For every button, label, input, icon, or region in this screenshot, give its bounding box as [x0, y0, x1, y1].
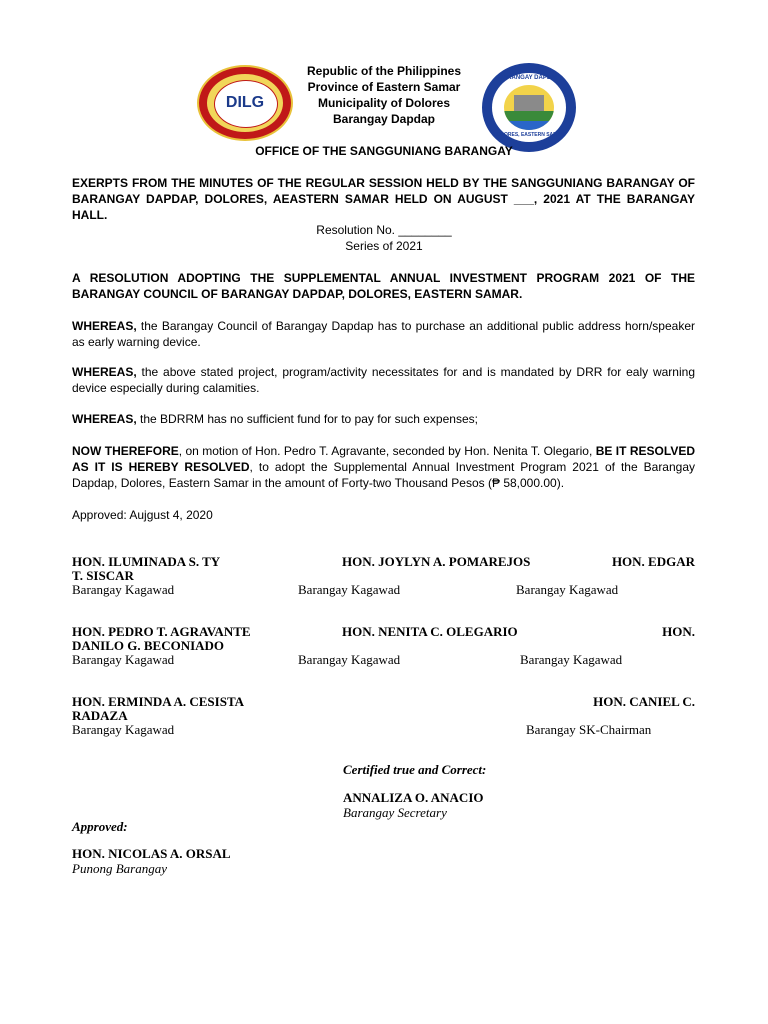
punong-barangay-role: Punong Barangay [72, 861, 167, 876]
now-therefore-clause [72, 443, 695, 491]
minutes-excerpt-heading: EXERPTS FROM THE MINUTES OF THE REGULAR SESSION HELD BY THE SANGGUNIANG BARANGAY OF BARANGAY DAPDAP, DOLORES, AEASTERN SAMAR HELD ON AUGUST ___, 2021 AT THE BARANGAY HALL. [72, 176, 695, 222]
signatory-name: HON. JOYLYN A. POMAREJOS [342, 554, 531, 569]
province-line: Province of Eastern Samar [307, 80, 461, 94]
signatory-role: Barangay SK-Chairman [526, 722, 652, 737]
whereas-lead: WHEREAS, [72, 412, 137, 426]
approved-date: Approved: Aujgust 4, 2020 [72, 508, 213, 522]
now-therefore-lead: NOW THEREFORE [72, 444, 179, 458]
resolution-title: A RESOLUTION ADOPTING THE SUPPLEMENTAL ANNUAL INVESTMENT PROGRAM 2021 OF THE BARANGAY COUNCIL OF BARANGAY DAPDAP, DOLORES, EASTERN SAMAR. [72, 271, 695, 301]
signatory-name: HON. NENITA C. OLEGARIO [342, 624, 518, 639]
signatory-role: Barangay Kagawad [516, 582, 619, 597]
barangay-seal-top-text: BARANGAY DAPDAP [498, 75, 560, 81]
signatory-role: Barangay Kagawad [520, 652, 623, 667]
resolution-series: Series of 2021 [345, 239, 423, 253]
signatory-name-continued: T. SISCAR [72, 568, 134, 583]
signatory-name: HON. ILUMINADA S. TY [72, 554, 221, 569]
signatory-name: HON. PEDRO T. AGRAVANTE [72, 624, 251, 639]
office-title: OFFICE OF THE SANGGUNIANG BARANGAY [255, 144, 513, 158]
whereas-clause-2 [72, 364, 695, 396]
whereas-text: the Barangay Council of Barangay Dapdap has to purchase an additional public address horn/speaker as early warning device. [72, 319, 695, 349]
dilg-seal-text: DILG [225, 94, 265, 111]
letterhead [0, 63, 768, 127]
republic-line: Republic of the Philippines [306, 64, 461, 78]
signatory-role: Barangay Kagawad [298, 582, 401, 597]
barangay-seal-bottom-text: DOLORES, EASTERN SAMAR [493, 132, 565, 138]
now-therefore-text-1: , on motion of Hon. Pedro T. Agravante, seconded by Hon. Nenita T. Olegario, [178, 444, 596, 458]
resolution-number: Resolution No. ________ [316, 223, 452, 237]
whereas-text: the above stated project, program/activity necessitates for and is mandated by DRR for ealy warning device especially during calamities. [72, 365, 695, 395]
signatory-role: Barangay Kagawad [72, 652, 175, 667]
signatory-name-continued: RADAZA [72, 708, 128, 723]
secretary-role: Barangay Secretary [343, 805, 447, 820]
approved-label: Approved: [72, 819, 128, 834]
signatory-name: HON. EDGAR [611, 554, 695, 569]
whereas-lead: WHEREAS, [72, 319, 137, 333]
now-therefore-text-2: , to adopt the Supplemental Annual Investment Program 2021 of the Barangay Dapdap, Dolores, Eastern Samar in the amount of Forty-two Thousand Pesos (₱ 58,000.00). [72, 460, 696, 490]
signatory-name: HON. CANIEL C. [593, 694, 695, 709]
signatory-role: Barangay Kagawad [72, 722, 175, 737]
punong-barangay-name: HON. NICOLAS A. ORSAL [72, 846, 231, 861]
whereas-clause-1 [72, 318, 695, 350]
whereas-lead: WHEREAS, [72, 365, 137, 379]
signatory-role: Barangay Kagawad [72, 582, 175, 597]
whereas-text: the BDRRM has no sufficient fund for to pay for such expenses; [136, 412, 478, 426]
signatory-role: Barangay Kagawad [298, 652, 401, 667]
barangay-line: Barangay Dapdap [332, 112, 436, 126]
municipality-line: Municipality of Dolores [317, 96, 450, 110]
certified-label: Certified true and Correct: [343, 762, 487, 777]
signatory-name-continued: DANILO G. BECONIADO [72, 638, 225, 653]
whereas-clause-3 [72, 411, 695, 427]
resolved-clause: BE IT RESOLVED AS IT IS HEREBY RESOLVED [72, 444, 695, 474]
secretary-name: ANNALIZA O. ANACIO [343, 790, 484, 805]
signatory-name: HON. [662, 624, 695, 639]
signatory-name: HON. ERMINDA A. CESISTA [72, 694, 245, 709]
